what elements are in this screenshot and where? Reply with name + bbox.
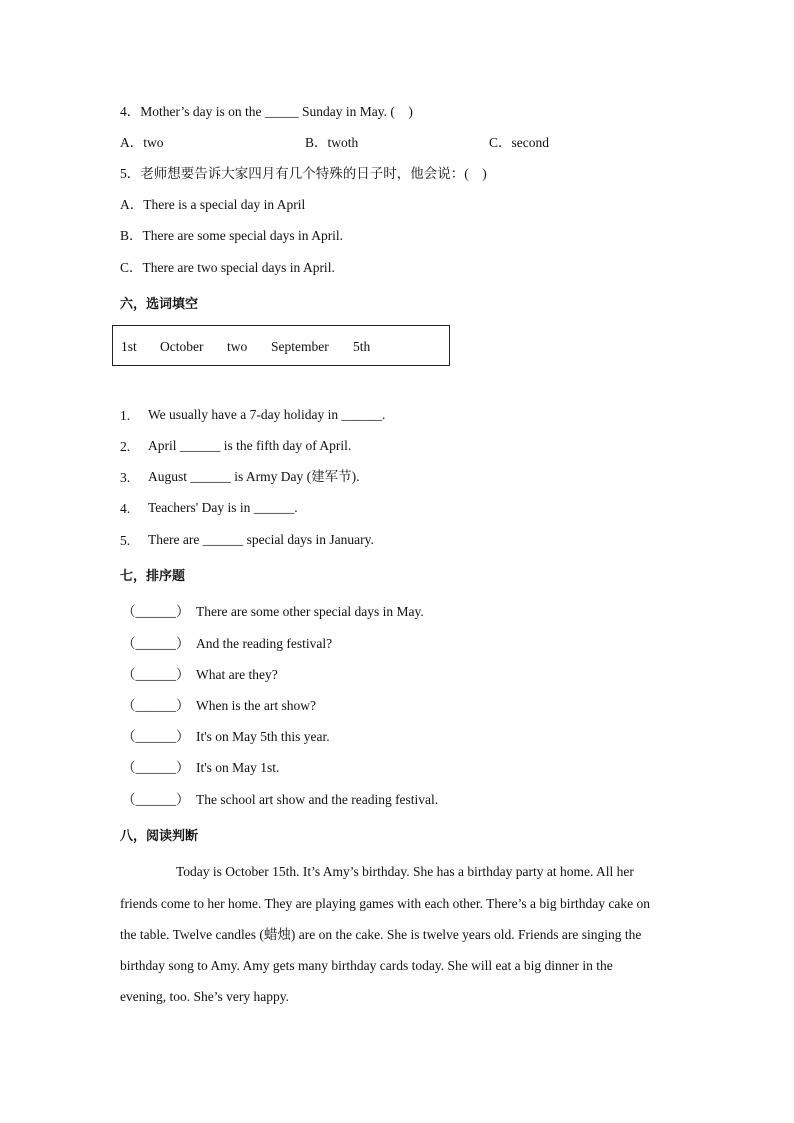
order-item: What are they? [196, 667, 278, 682]
question-5-option-c: C．There are two special days in April. [120, 260, 335, 275]
fill-item: There are ______ special days in January. [148, 532, 374, 547]
fill-item-number: 3. [120, 470, 131, 485]
reading-passage-line: friends come to her home. They are playing games with each other. There’s a big birthday cake on [120, 896, 650, 911]
fill-item-number: 5. [120, 533, 131, 548]
question-4-stem: 4．Mother’s day is on the _____ Sunday in May. ( ) [120, 104, 413, 119]
order-blank: （______） [122, 698, 190, 713]
order-blank: （______） [122, 792, 190, 807]
order-blank: （______） [122, 760, 190, 775]
word-bank-word: 5th [353, 339, 371, 354]
order-blank: （______） [122, 604, 190, 619]
order-item: When is the art show? [196, 698, 316, 713]
order-item: And the reading festival? [196, 636, 333, 651]
question-5-option-a: A．There is a special day in April [120, 197, 306, 212]
question-5-stem: 5．老师想要告诉大家四月有几个特殊的日子时，他会说：( ) [120, 166, 487, 181]
order-blank: （______） [122, 729, 190, 744]
fill-item: April ______ is the fifth day of April. [148, 438, 352, 453]
reading-passage-line: evening, too. She’s very happy. [120, 989, 289, 1004]
word-bank-word: October [160, 339, 204, 354]
word-bank-word: two [227, 339, 248, 354]
fill-item: We usually have a 7-day holiday in ______. [148, 407, 386, 422]
word-bank-box [112, 325, 450, 366]
order-item: It's on May 5th this year. [196, 729, 330, 744]
question-4-option-b: B．twoth [305, 135, 359, 150]
reading-passage-line: the table. Twelve candles (蜡烛) are on the cake. She is twelve years old. Friends are singing the [120, 927, 642, 942]
section-6-title: 六，选词填空 [120, 297, 199, 312]
reading-passage-line: birthday song to Amy. Amy gets many birthday cards today. She will eat a big dinner in the [120, 958, 613, 973]
word-bank-word: 1st [121, 339, 137, 354]
fill-item-number: 1. [120, 408, 131, 423]
order-blank: （______） [122, 636, 190, 651]
fill-item: August ______ is Army Day (建军节). [148, 469, 360, 484]
question-4-option-c: C．second [489, 135, 549, 150]
fill-item: Teachers' Day is in ______. [148, 500, 298, 515]
fill-item-number: 2. [120, 439, 131, 454]
reading-passage-line: Today is October 15th. It’s Amy’s birthday. She has a birthday party at home. All her [176, 864, 634, 879]
order-item: There are some other special days in May. [196, 604, 424, 619]
order-item: It's on May 1st. [196, 760, 280, 775]
order-item: The school art show and the reading festival. [196, 792, 439, 807]
section-8-title: 八，阅读判断 [120, 829, 199, 844]
question-5-option-b: B．There are some special days in April. [120, 228, 344, 243]
fill-item-number: 4. [120, 501, 131, 516]
word-bank-word: September [271, 339, 329, 354]
section-7-title: 七，排序题 [120, 569, 186, 584]
order-blank: （______） [122, 667, 190, 682]
question-4-option-a: A．two [120, 135, 164, 150]
